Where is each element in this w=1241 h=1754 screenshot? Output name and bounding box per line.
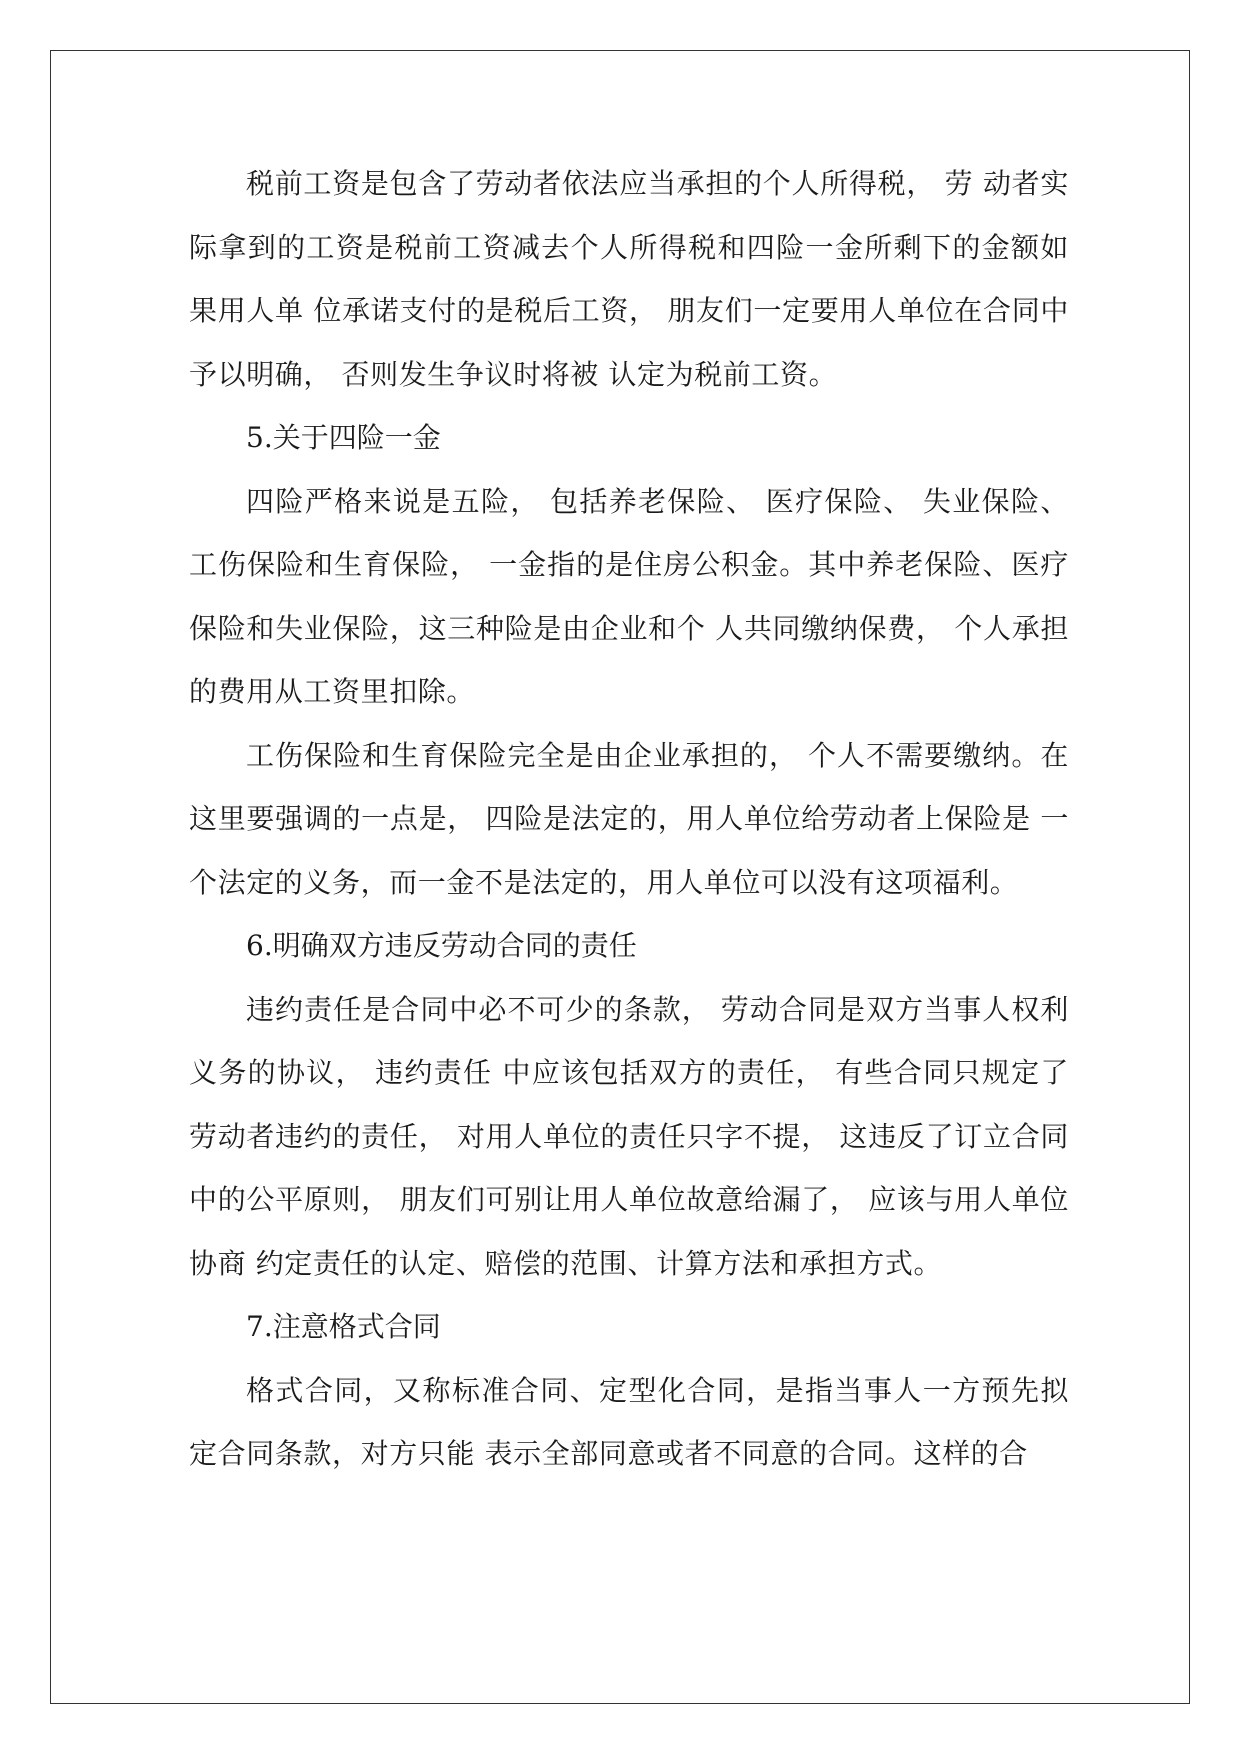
section-heading-5: 5.关于四险一金 — [246, 421, 441, 454]
paragraph-liability: 违约责任是合同中必不可少的条款， 劳动合同是双方当事人权利义务的协议， 违约责任 中应该包括双方的责任， 有些合同只规定了劳动者违约的责任， 对用人单位的责任只字不提， 这违反了订立合同中的公平原则， 朋友们可别让用人单位故意给漏了， 应该与用人单位协商 约定责任的认定、赔偿的范围、计算方法和承担方式。 — [189, 992, 1069, 1280]
paragraph-pretax-salary: 税前工资是包含了劳动者依法应当承担的个人所得税， 劳 动者实际拿到的工资是税前工资减去个人所得税和四险一金所剩下的金额如果用人单 位承诺支付的是税后工资， 朋友们一定要用人单位在合同中予以明确， 否则发生争议时将被 认定为税前工资。 — [189, 167, 1069, 391]
section-heading-7: 7.注意格式合同 — [246, 1310, 441, 1343]
section-heading-6: 6.明确双方违反劳动合同的责任 — [246, 929, 637, 962]
paragraph-insurance-overview: 四险严格来说是五险， 包括养老保险、 医疗保险、 失业保险、工伤保险和生育保险， 一金指的是住房公积金。其中养老保险、医疗保险和失业保险，这三种险是由企业和个 人共同缴纳保费， 个人承担的费用从工资里扣除。 — [189, 484, 1069, 708]
paragraph-injury-maternity-insurance: 工伤保险和生育保险完全是由企业承担的， 个人不需要缴纳。在这里要强调的一点是， 四险是法定的，用人单位给劳动者上保险是 一个法定的义务，而一金不是法定的，用人单位可以没有这项福利。 — [189, 738, 1069, 899]
paragraph-standard-contract: 格式合同，又称标准合同、定型化合同，是指当事人一方预先拟定合同条款，对方只能 表示全部同意或者不同意的合同。这样的合 — [189, 1373, 1069, 1470]
document-body — [189, 152, 1069, 1486]
